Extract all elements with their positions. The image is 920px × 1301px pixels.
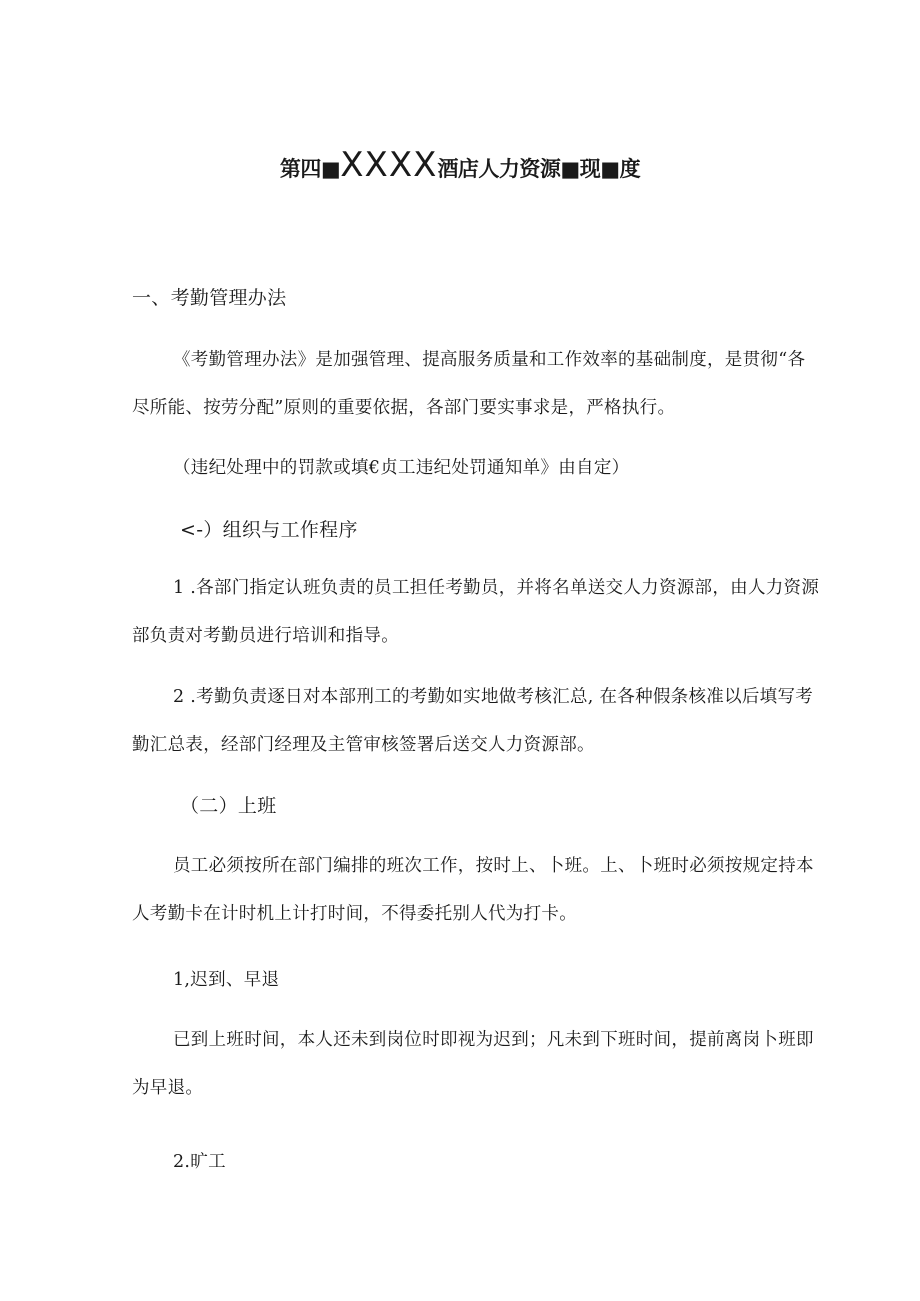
document-title	[0, 145, 920, 185]
paragraph-line: 人考勤卡在计时机上计打时间，不得委托别人代为打卡。	[132, 904, 577, 924]
paragraph-line: 《考勤管理办法》是加强管理、提高服务质量和工作效率的基础制度，是贯彻“各	[173, 350, 806, 370]
list-item-line: 1 .各部门指定认班负责的员工担任考勤员，并将名单送交人力资源部，由人力资源	[173, 578, 820, 598]
item-heading: 2.旷工	[173, 1152, 226, 1172]
section-heading: 一、考勤管理办法	[132, 287, 287, 309]
paragraph-line: 尽所能、按劳分配”原则的重要依据，各部门要实事求是，严格执行。	[132, 398, 676, 418]
title-brand: XXXX	[340, 145, 438, 185]
paragraph-line: 已到上班时间，本人还未到岗位时即视为迟到；凡未到下班时间，提前离岗卜班即	[173, 1030, 814, 1050]
note-line: （违纪处理中的罚款或填€贞工违纪处罚通知单》由自定）	[173, 458, 630, 478]
list-item-line: 部负责对考勤员进行培训和指导。	[132, 626, 399, 646]
paragraph-line: 员工必须按所在部门编排的班次工作，按时上、卜班。上、卜班时必须按规定持本	[173, 856, 814, 876]
item-heading: 1,迟到、早退	[173, 970, 280, 990]
subsection-heading: （二）上班	[180, 795, 277, 817]
title-suffix: 酒店人力资源■现■度	[437, 157, 641, 181]
list-item-line: 勤汇总表，经部门经理及主管审核签署后送交人力资源部。	[132, 735, 595, 755]
subsection-heading: <-）组织与工作程序	[180, 519, 358, 541]
list-item-line: 2 .考勤负责逐日对本部刑工的考勤如实地做考核汇总, 在各种假条核准以后填写考	[173, 687, 814, 707]
paragraph-line: 为早退。	[132, 1078, 204, 1098]
title-prefix: 第四■	[279, 157, 341, 181]
